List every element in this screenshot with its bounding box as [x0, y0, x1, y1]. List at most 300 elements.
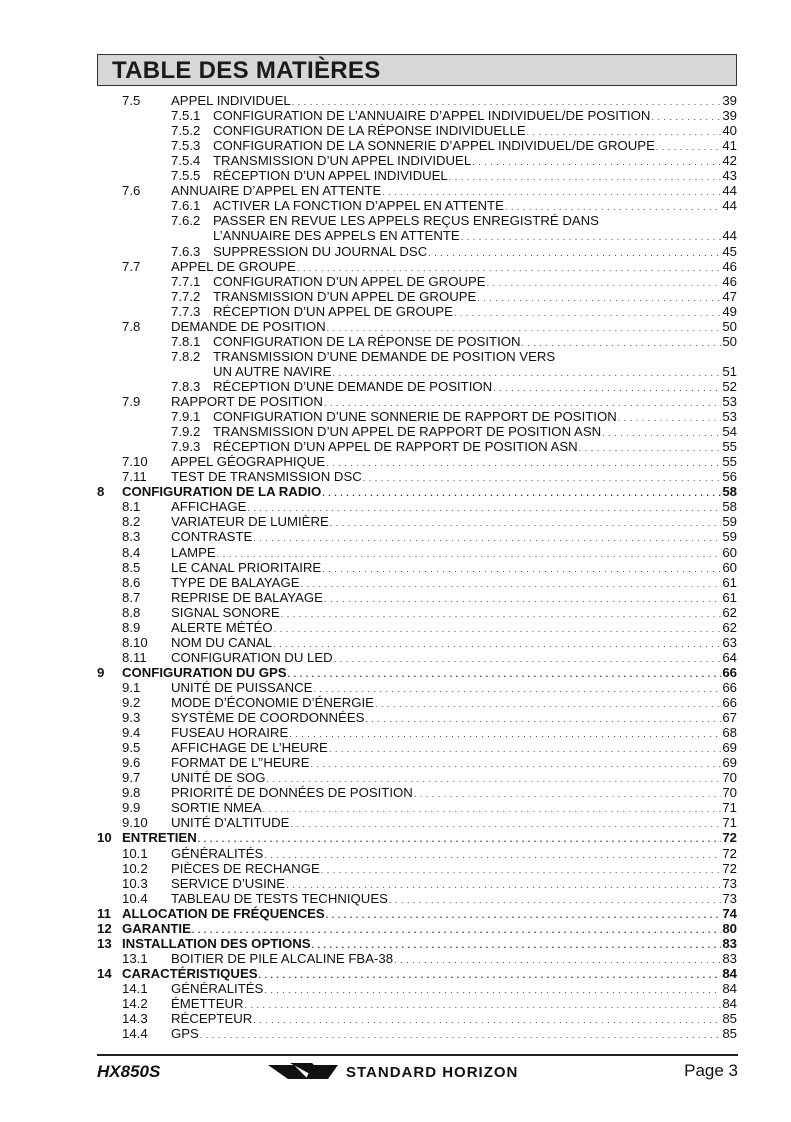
toc-entry-number: 7.5.3 — [171, 138, 201, 154]
toc-entry-number: 9.2 — [122, 695, 141, 710]
toc-entry-page: 64 — [722, 649, 737, 665]
toc-entry — [171, 198, 737, 213]
toc-entry — [122, 891, 737, 906]
toc-entry-title: CONFIGURATION DE LA RÉPONSE INDIVIDUELLE — [213, 123, 526, 139]
toc-entry-number: 14.2 — [122, 996, 148, 1011]
toc-entry-page: 62 — [722, 619, 737, 635]
toc-entry-title: VARIATEUR DE LUMIÈRE — [171, 514, 329, 530]
toc-entry — [171, 304, 737, 319]
toc-entry-title: UNITÉ DE PUISSANCE — [171, 679, 313, 695]
toc-entry-page: 54 — [722, 424, 737, 440]
toc-dot-leader — [365, 710, 721, 725]
toc-entry-title: CONFIGURATION D’UN APPEL DE GROUPE — [213, 273, 486, 289]
toc-entry-number: 14.1 — [122, 980, 148, 996]
toc-entry-number: 10.3 — [122, 875, 148, 891]
toc-entry-number: 9.7 — [122, 770, 141, 786]
toc-entry-number: 7.6.2 — [171, 213, 201, 229]
toc-entry-page: 40 — [722, 123, 737, 139]
toc-dot-leader — [290, 815, 721, 830]
toc-entry — [122, 710, 737, 725]
toc-entry — [97, 830, 737, 845]
toc-dot-leader — [449, 168, 722, 183]
toc-entry — [122, 454, 737, 469]
toc-entry-title: MODE D’ÉCONOMIE D’ÉNERGIE — [171, 695, 374, 710]
toc-entry-title: L’ANNUAIRE DES APPELS EN ATTENTE — [213, 228, 460, 244]
toc-entry-page: 72 — [722, 860, 737, 876]
toc-entry-title: PRIORITÉ DE DONNÉES DE POSITION — [171, 785, 413, 801]
toc-entry-number: 7.7.2 — [171, 288, 201, 304]
toc-entry-title: CONFIGURATION DU LED — [171, 649, 333, 665]
toc-dot-leader — [198, 830, 722, 845]
toc-entry-number: 7.7.3 — [171, 303, 201, 319]
toc-dot-leader — [259, 966, 722, 981]
toc-dot-leader — [527, 123, 722, 138]
toc-entry-title: TRANSMISSION D’UNE DEMANDE DE POSITION VERS — [213, 348, 556, 364]
toc-entry-title: SYSTÈME DE COORDONNÉES — [171, 710, 365, 726]
toc-entry-number: 7.6.1 — [171, 198, 201, 214]
toc-dot-leader — [414, 785, 722, 800]
toc-entry — [122, 620, 737, 635]
footer-divider — [97, 1054, 738, 1056]
toc-dot-leader — [286, 876, 721, 891]
toc-entry-number: 8.1 — [122, 499, 141, 515]
toc-entry — [171, 289, 737, 304]
toc-entry-number: 11 — [97, 905, 111, 921]
toc-entry-page: 84 — [722, 965, 737, 981]
toc-dot-leader — [253, 1011, 721, 1026]
toc-dot-leader — [477, 289, 721, 304]
toc-entry — [122, 981, 737, 996]
toc-entry-page: 84 — [722, 980, 737, 996]
toc-entry — [122, 695, 737, 710]
toc-entry — [171, 409, 737, 424]
toc-entry-number: 10 — [97, 830, 112, 846]
toc-entry-number: 7.5.5 — [171, 168, 201, 184]
toc-entry-page: 71 — [722, 800, 737, 816]
toc-entry — [97, 906, 737, 921]
toc-entry-page: 56 — [722, 469, 737, 485]
toc-dot-leader — [389, 891, 721, 906]
toc-entry-page: 49 — [722, 303, 737, 319]
toc-dot-leader — [247, 499, 721, 514]
toc-entry — [171, 379, 737, 394]
toc-entry-page: 52 — [722, 378, 737, 394]
toc-entry-page: 70 — [722, 770, 737, 786]
toc-entry-page: 44 — [722, 228, 737, 244]
toc-entry-number: 14 — [97, 965, 112, 981]
toc-entry-page: 53 — [722, 409, 737, 425]
toc-entry — [171, 274, 737, 289]
toc-entry-title: CONFIGURATION D’UNE SONNERIE DE RAPPORT DE POSITION — [213, 409, 617, 425]
toc-entry-title: RAPPORT DE POSITION — [171, 394, 323, 409]
toc-entry — [171, 439, 737, 454]
toc-entry-number: 12 — [97, 920, 112, 936]
toc-entry — [122, 876, 737, 891]
toc-entry-page: 69 — [722, 740, 737, 756]
toc-entry-number: 9.3 — [122, 710, 141, 726]
toc-entry-page: 84 — [722, 996, 737, 1011]
standard-horizon-logo-icon — [268, 1061, 340, 1083]
toc-entry — [171, 334, 737, 349]
toc-entry-title: ACTIVER LA FONCTION D’APPEL EN ATTENTE — [213, 198, 504, 214]
toc-entry — [122, 815, 737, 830]
toc-entry-page: 60 — [722, 544, 737, 560]
toc-entry-title: RÉCEPTION D’UN APPEL DE RAPPORT DE POSITION ASN — [213, 439, 578, 455]
toc-entry — [122, 996, 737, 1011]
toc-dot-leader — [311, 755, 722, 770]
toc-entry-page: 63 — [722, 634, 737, 650]
toc-entry — [122, 259, 737, 274]
toc-entry-number: 10.2 — [122, 860, 148, 876]
toc-entry-page: 73 — [722, 875, 737, 891]
toc-entry-number: 7.6 — [122, 183, 141, 199]
toc-entry-page: 42 — [722, 153, 737, 169]
toc-entry-page: 58 — [722, 484, 737, 500]
toc-entry-page: 53 — [722, 394, 737, 409]
toc-entry-title: SIGNAL SONORE — [171, 604, 280, 620]
toc-entry-number: 7.10 — [122, 454, 148, 470]
toc-dot-leader — [326, 906, 722, 921]
toc-entry-title: NOM DU CANAL — [171, 634, 273, 650]
toc-entry-number: 13 — [97, 935, 112, 951]
toc-entry-title: TEST DE TRANSMISSION DSC — [171, 469, 362, 485]
toc-entry-number: 7.7 — [122, 258, 141, 274]
toc-entry — [122, 785, 737, 800]
toc-entry-page: 58 — [722, 499, 737, 515]
toc-dot-leader — [312, 936, 722, 951]
toc-entry-number: 7.9.3 — [171, 439, 201, 455]
toc-entry-number: 10.4 — [122, 890, 148, 906]
toc-dot-leader — [332, 364, 721, 379]
toc-entry-number: 7.9 — [122, 394, 141, 409]
toc-entry-page: 61 — [722, 574, 737, 590]
toc-entry-page: 60 — [722, 559, 737, 575]
toc-entry — [122, 529, 737, 544]
toc-dot-leader — [487, 274, 722, 289]
toc-entry-number: 8.2 — [122, 514, 141, 530]
toc-entry-title: RÉCEPTEUR — [171, 1011, 253, 1027]
toc-entry — [171, 108, 737, 123]
toc-entry-number: 8.10 — [122, 634, 148, 650]
toc-dot-leader — [253, 529, 721, 544]
toc-entry — [171, 213, 737, 228]
toc-entry-title: REPRISE DE BALAYAGE — [171, 589, 323, 605]
toc-entry-title: PASSER EN REVUE LES APPELS REÇUS ENREGISTRÉ DANS — [213, 213, 599, 229]
toc-entry — [122, 846, 737, 861]
toc-entry-page: 44 — [722, 183, 737, 199]
toc-entry-number: 8.9 — [122, 619, 141, 635]
toc-entry-page: 68 — [722, 725, 737, 741]
toc-entry — [122, 650, 737, 665]
page-title: TABLE DES MATIÈRES — [112, 57, 381, 84]
toc-dot-leader — [382, 183, 721, 198]
toc-entry-title: TABLEAU DE TESTS TECHNIQUES — [171, 890, 388, 906]
toc-dot-leader — [321, 861, 722, 876]
toc-entry-number: 9.10 — [122, 815, 148, 831]
toc-entry-title: SUPPRESSION DU JOURNAL DSC — [213, 243, 428, 259]
toc-entry-title: ANNUAIRE D’APPEL EN ATTENTE — [171, 183, 382, 199]
toc-entry-title: CONFIGURATION DE LA SONNERIE D’APPEL INDIVIDUEL/DE GROUPE — [213, 138, 655, 154]
toc-entry-number: 8.3 — [122, 529, 141, 545]
toc-entry-title: TRANSMISSION D’UN APPEL DE RAPPORT DE POSITION ASN — [213, 424, 602, 440]
toc-entry-title: RÉCEPTION D’UN APPEL INDIVIDUEL — [213, 168, 448, 184]
toc-entry — [171, 123, 737, 138]
toc-entry — [122, 514, 737, 529]
toc-entry-number: 7.8.2 — [171, 348, 201, 364]
toc-entry-title: RÉCEPTION D’UNE DEMANDE DE POSITION — [213, 378, 493, 394]
toc-dot-leader — [264, 846, 721, 861]
toc-entry-title: SERVICE D’USINE — [171, 875, 286, 891]
toc-entry — [122, 605, 737, 620]
toc-entry-number: 7.8 — [122, 318, 141, 334]
toc-entry — [122, 1026, 737, 1041]
toc-entry-page: 66 — [722, 664, 737, 680]
toc-entry-title: GPS — [171, 1026, 199, 1042]
toc-entry-title: PIÈCES DE RECHANGE — [171, 860, 320, 876]
toc-entry-number: 7.5.2 — [171, 123, 201, 139]
toc-entry-number: 7.5.4 — [171, 153, 201, 169]
toc-entry — [122, 469, 737, 484]
toc-entry — [122, 951, 737, 966]
toc-entry-page: 39 — [722, 93, 737, 108]
toc-dot-leader — [493, 379, 721, 394]
toc-entry-number: 8.11 — [122, 649, 147, 665]
toc-entry-page: 70 — [722, 785, 737, 801]
toc-entry — [122, 590, 737, 605]
toc-entry-title: UN AUTRE NAVIRE — [213, 363, 332, 379]
toc-dot-leader — [330, 514, 722, 529]
toc-entry-number: 10.1 — [122, 845, 148, 861]
toc-entry-page: 83 — [722, 950, 737, 966]
toc-entry-number: 7.9.1 — [171, 409, 201, 425]
toc-entry-title: GARANTIE — [122, 920, 191, 936]
toc-entry — [122, 770, 737, 785]
toc-entry — [171, 138, 737, 153]
toc-entry-number: 9.9 — [122, 800, 141, 816]
toc-entry-page: 59 — [722, 529, 737, 545]
toc-entry-page: 46 — [722, 273, 737, 289]
toc-entry-title: ÉMETTEUR — [171, 996, 244, 1011]
toc-entry-page: 66 — [722, 679, 737, 695]
toc-entry-title: ENTRETIEN — [122, 830, 197, 846]
toc-entry-number: 9.1 — [122, 679, 141, 695]
toc-entry — [122, 93, 737, 108]
toc-entry-page: 51 — [722, 363, 737, 379]
toc-entry-page: 44 — [722, 198, 737, 214]
toc-entry-page: 62 — [722, 604, 737, 620]
toc-dot-leader — [656, 138, 721, 153]
toc-entry-title: BOITIER DE PILE ALCALINE FBA-38 — [171, 950, 394, 966]
toc-entry-title: TRANSMISSION D’UN APPEL INDIVIDUEL — [213, 153, 472, 169]
toc-entry-number: 7.5.1 — [171, 108, 201, 124]
toc-entry-title: UNITÉ D’ALTITUDE — [171, 815, 290, 831]
toc-entry — [122, 319, 737, 334]
toc-entry-title: APPEL INDIVIDUEL — [171, 93, 291, 108]
toc-entry-page: 50 — [722, 318, 737, 334]
toc-entry-number: 8.7 — [122, 589, 141, 605]
toc-entry — [97, 665, 737, 680]
toc-entry-page: 67 — [722, 710, 737, 726]
toc-dot-leader — [288, 665, 722, 680]
toc-entry — [171, 349, 737, 364]
brand-name: STANDARD HORIZON — [346, 1063, 519, 1081]
toc-entry-page: 43 — [722, 168, 737, 184]
toc-entry-number: 8.6 — [122, 574, 141, 590]
toc-entry-number: 8.5 — [122, 559, 141, 575]
toc-dot-leader — [324, 394, 721, 409]
toc-entry-page: 41 — [722, 138, 737, 154]
toc-entry-title: GÉNÉRALITÉS — [171, 845, 264, 861]
toc-entry — [122, 499, 737, 514]
toc-dot-leader — [505, 198, 721, 213]
toc-entry — [122, 861, 737, 876]
toc-dot-leader — [579, 439, 722, 454]
toc-entry-page: 83 — [722, 935, 737, 951]
toc-entry-title: FUSEAU HORAIRE — [171, 725, 289, 741]
toc-entry — [171, 228, 737, 243]
toc-dot-leader — [334, 650, 722, 665]
toc-dot-leader — [297, 259, 721, 274]
toc-dot-leader — [322, 560, 721, 575]
toc-dot-leader — [651, 108, 721, 123]
toc-entry-page: 71 — [722, 815, 737, 831]
toc-dot-leader — [264, 981, 721, 996]
toc-entry-number: 7.11 — [122, 469, 147, 485]
toc-entry — [97, 966, 737, 981]
toc-entry-title: LE CANAL PRIORITAIRE — [171, 559, 322, 575]
toc-entry — [122, 1011, 737, 1026]
toc-entry — [122, 575, 737, 590]
toc-entry — [97, 936, 737, 951]
toc-entry-number: 14.4 — [122, 1026, 148, 1042]
toc-entry-page: 39 — [722, 108, 737, 124]
toc-dot-leader — [324, 590, 721, 605]
toc-entry-title: CARACTÉRISTIQUES — [122, 965, 258, 981]
toc-entry-page: 72 — [722, 830, 737, 846]
toc-entry-title: CONFIGURATION DE L’ANNUAIRE D’APPEL INDIVIDUEL/DE POSITION — [213, 108, 651, 124]
toc-entry-number: 9.6 — [122, 755, 141, 771]
toc-entry-page: 73 — [722, 890, 737, 906]
toc-entry — [122, 183, 737, 198]
toc-entry — [122, 545, 737, 560]
toc-entry-page: 80 — [722, 920, 737, 936]
toc-entry — [97, 484, 737, 499]
toc-entry-page: 85 — [722, 1011, 737, 1027]
toc-entry-number: 14.3 — [122, 1011, 148, 1027]
toc-dot-leader — [200, 1026, 721, 1041]
toc-dot-leader — [428, 244, 721, 259]
toc-dot-leader — [618, 409, 722, 424]
toc-dot-leader — [273, 635, 721, 650]
toc-dot-leader — [326, 454, 721, 469]
toc-entry-title: ALLOCATION DE FRÉQUENCES — [122, 905, 325, 921]
page-number: Page 3 — [684, 1061, 738, 1080]
toc-dot-leader — [292, 93, 722, 108]
toc-entry-page: 72 — [722, 845, 737, 861]
toc-dot-leader — [281, 605, 722, 620]
toc-entry-page: 61 — [722, 589, 737, 605]
toc-dot-leader — [329, 740, 722, 755]
toc-entry-number: 7.5 — [122, 93, 141, 108]
toc-entry-page: 46 — [722, 258, 737, 274]
toc-dot-leader — [322, 484, 721, 499]
toc-entry-page: 55 — [722, 454, 737, 470]
toc-entry-title: INSTALLATION DES OPTIONS — [122, 935, 311, 951]
model-name: HX850S — [97, 1062, 161, 1081]
toc-entry-title: LAMPE — [171, 544, 216, 560]
toc-entry — [171, 168, 737, 183]
toc-entry-title: UNITÉ DE SOG — [171, 770, 266, 786]
toc-entry-title: AFFICHAGE — [171, 499, 247, 515]
toc-dot-leader — [602, 424, 721, 439]
toc-entry-title: AFFICHAGE DE L’HEURE — [171, 740, 328, 756]
toc-dot-leader — [313, 680, 721, 695]
title-box — [97, 54, 737, 86]
toc-entry-title: APPEL GÉOGRAPHIQUE — [171, 454, 326, 470]
toc-entry-number: 7.9.2 — [171, 424, 201, 440]
toc-dot-leader — [472, 153, 721, 168]
toc-entry-page: 55 — [722, 439, 737, 455]
toc-entry-number: 9 — [97, 664, 105, 680]
toc-entry-title: DEMANDE DE POSITION — [171, 318, 326, 334]
toc-dot-leader — [327, 319, 722, 334]
toc-entry-number: 7.7.1 — [171, 273, 201, 289]
toc-entry — [171, 153, 737, 168]
toc-entry-title: CONFIGURATION DU GPS — [122, 664, 287, 680]
toc-entry — [122, 725, 737, 740]
toc-dot-leader — [461, 228, 722, 243]
toc-entry — [122, 800, 737, 815]
toc-entry-number: 7.6.3 — [171, 243, 201, 259]
toc-entry — [97, 921, 737, 936]
toc-entry-number: 9.8 — [122, 785, 141, 801]
toc-entry — [122, 755, 737, 770]
toc-dot-leader — [522, 334, 722, 349]
toc-entry-page: 69 — [722, 755, 737, 771]
toc-entry-page: 66 — [722, 695, 737, 710]
toc-entry-title: SORTIE NMEA — [171, 800, 262, 816]
toc-dot-leader — [267, 770, 722, 785]
toc-entry-number: 9.4 — [122, 725, 141, 741]
toc-entry-title: APPEL DE GROUPE — [171, 258, 296, 274]
toc-entry-number: 9.5 — [122, 740, 141, 756]
brand-logo — [268, 1061, 518, 1083]
toc-entry-number: 7.8.1 — [171, 333, 201, 349]
toc-dot-leader — [192, 921, 721, 936]
toc-entry-title: FORMAT DE L’’HEURE — [171, 755, 310, 771]
toc-entry-page: 74 — [722, 905, 737, 921]
toc-entry — [171, 364, 737, 379]
toc-entry — [122, 680, 737, 695]
toc-dot-leader — [394, 951, 721, 966]
toc-dot-leader — [301, 575, 722, 590]
toc-entry — [171, 424, 737, 439]
toc-dot-leader — [454, 304, 721, 319]
toc-entry-title: CONFIGURATION DE LA RÉPONSE DE POSITION — [213, 333, 521, 349]
toc-entry — [122, 635, 737, 650]
toc-entry-title: GÉNÉRALITÉS — [171, 980, 264, 996]
toc-entry-page: 45 — [722, 243, 737, 259]
toc-dot-leader — [289, 725, 721, 740]
toc-entry — [122, 740, 737, 755]
toc-entry — [122, 560, 737, 575]
toc-dot-leader — [274, 620, 722, 635]
toc-dot-leader — [263, 800, 722, 815]
toc-dot-leader — [245, 996, 722, 1011]
toc-entry-title: CONFIGURATION DE LA RADIO — [122, 484, 322, 500]
toc-entry-title: ALERTE MÉTÉO — [171, 619, 273, 635]
toc-entry-page: 47 — [722, 288, 737, 304]
